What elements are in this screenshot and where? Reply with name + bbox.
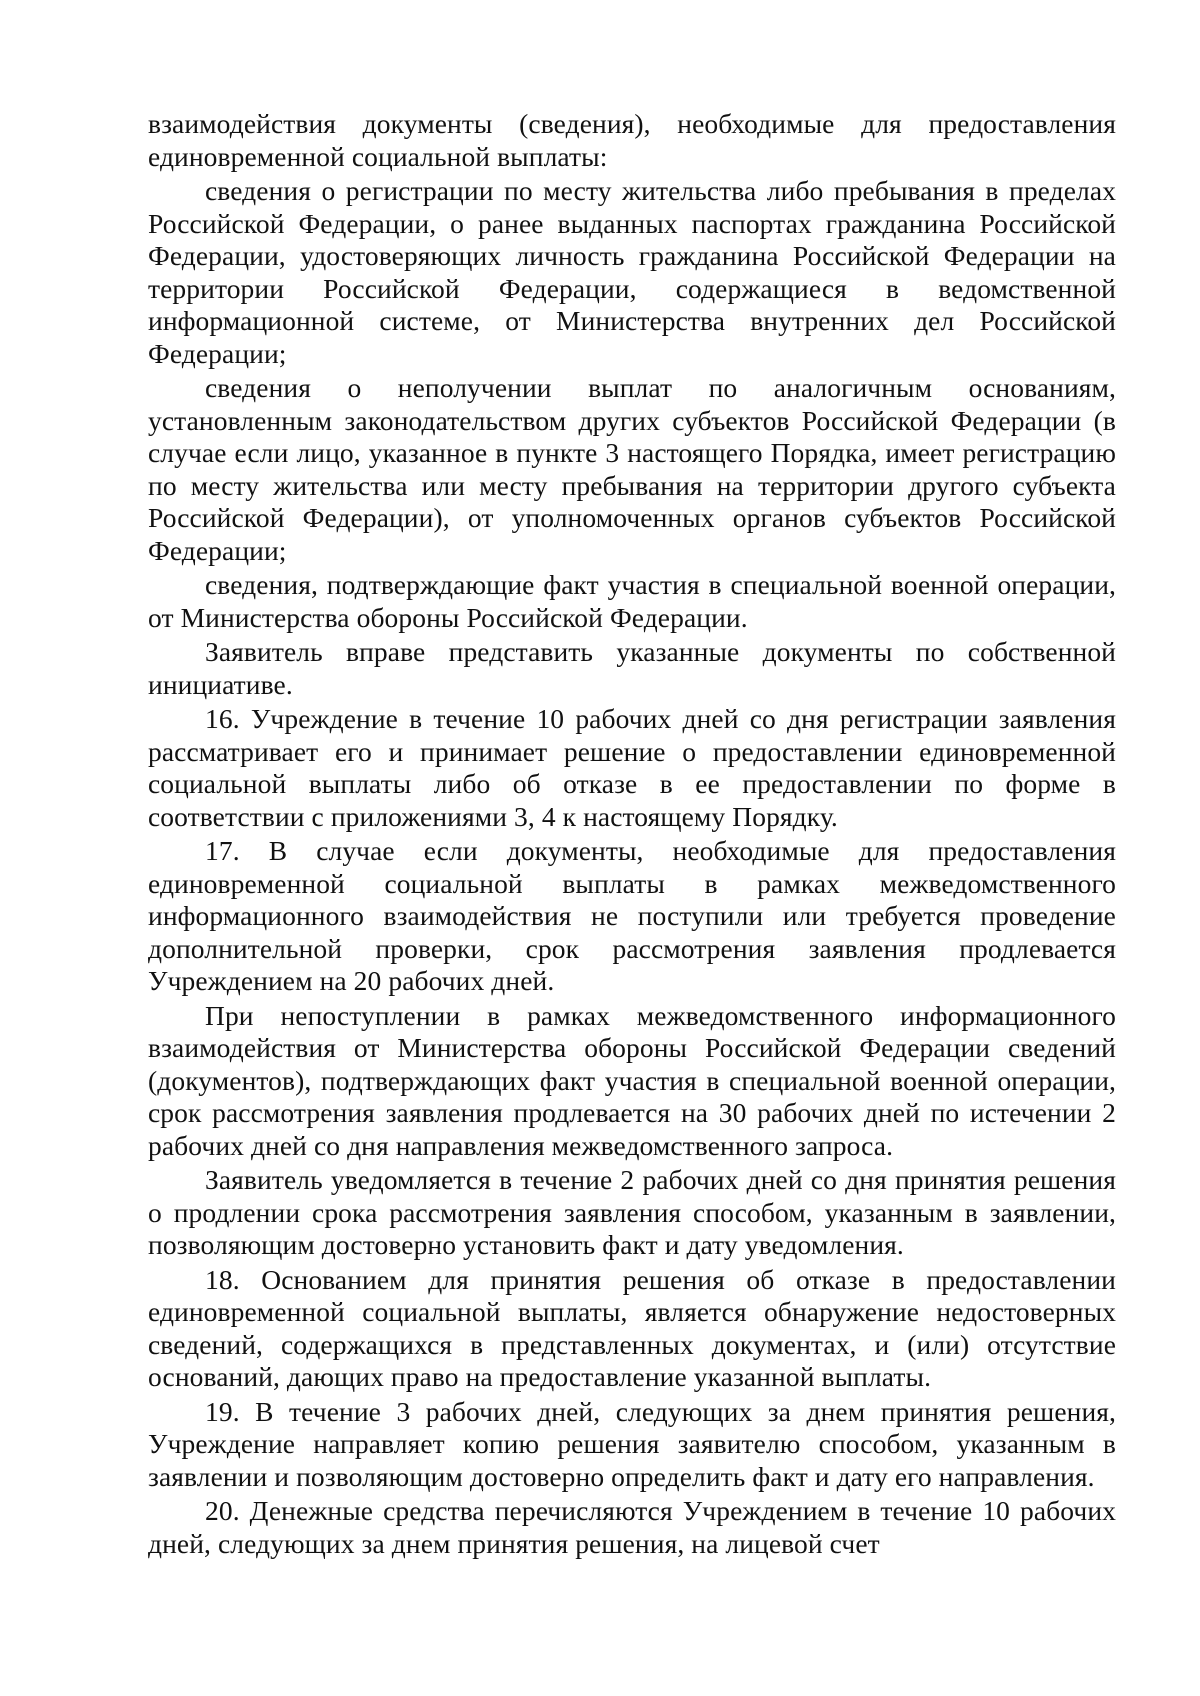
paragraph-item-17-extension: При непоступлении в рамках межведомственного информационного взаимодействия от Министерства обороны Российской Федерации сведений (документов), подтверждающих факт участия в специальной военной операции, срок рассмотрения заявления продлевается на 30 рабочих дней по истечении 2 рабочих дней со дня направления межведомственного запроса.: [148, 999, 1116, 1161]
paragraph-participation-info: сведения, подтверждающие факт участия в специальной военной операции, от Министерства обороны Российской Федерации.: [148, 569, 1116, 633]
paragraph-continuation: взаимодействия документы (сведения), необходимые для предоставления единовременной социальной выплаты:: [148, 108, 1116, 172]
paragraph-item-18: 18. Основанием для принятия решения об отказе в предоставлении единовременной социальной выплаты, является обнаружение недостоверных сведений, содержащихся в представленных документах, и (или) отсутствие оснований, дающих право на предоставление указанной выплаты.: [148, 1263, 1116, 1392]
paragraph-item-17-notification: Заявитель уведомляется в течение 2 рабочих дней со дня принятия решения о продлении срока рассмотрения заявления способом, указанным в заявлении, позволяющим достоверно установить факт и дату уведомления.: [148, 1164, 1116, 1260]
paragraph-item-20: 20. Денежные средства перечисляются Учреждением в течение 10 рабочих дней, следующих за днем принятия решения, на лицевой счет: [148, 1495, 1116, 1559]
paragraph-item-17: 17. В случае если документы, необходимые для предоставления единовременной социальной выплаты в рамках межведомственного информационного взаимодействия не поступили или требуется проведение дополнительной проверки, срок рассмотрения заявления продлевается Учреждением на 20 рабочих дней.: [148, 835, 1116, 996]
paragraph-item-16: 16. Учреждение в течение 10 рабочих дней со дня регистрации заявления рассматривает его и принимает решение о предоставлении единовременной социальной выплаты либо об отказе в ее предоставлении по форме в соответствии с приложениями 3, 4 к настоящему Порядку.: [148, 703, 1116, 832]
paragraph-non-receipt-info: сведения о неполучении выплат по аналогичным основаниям, установленным законодательством других субъектов Российской Федерации (в случае если лицо, указанное в пункте 3 настоящего Порядка, имеет регистрацию по месту жительства или месту пребывания на территории другого субъекта Российской Федерации), от уполномоченных органов субъектов Российской Федерации;: [148, 372, 1116, 566]
paragraph-applicant-right: Заявитель вправе представить указанные документы по собственной инициативе.: [148, 636, 1116, 700]
document-page: [148, 108, 1116, 1562]
paragraph-item-19: 19. В течение 3 рабочих дней, следующих за днем принятия решения, Учреждение направляет копию решения заявителю способом, указанным в заявлении и позволяющим достоверно определить факт и дату его направления.: [148, 1395, 1116, 1492]
paragraph-registration-info: сведения о регистрации по месту жительства либо пребывания в пределах Российской Федерации, о ранее выданных паспортах гражданина Российской Федерации, удостоверяющих личность гражданина Российской Федерации на территории Российской Федерации, содержащиеся в ведомственной информационной системе, от Министерства внутренних дел Российской Федерации;: [148, 175, 1116, 369]
